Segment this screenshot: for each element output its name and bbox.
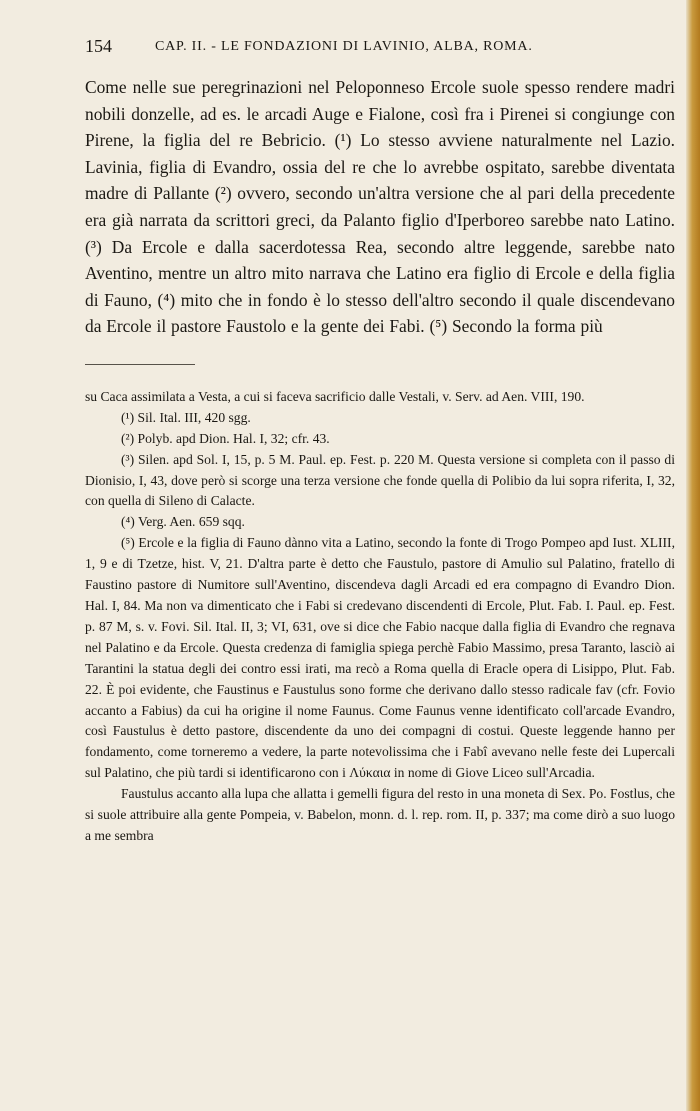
main-text — [85, 74, 675, 340]
footnote-2: (²) Polyb. apd Dion. Hal. I, 32; cfr. 43. — [121, 430, 330, 446]
footnote-5: (⁵) Ercole e la figlia di Fauno dànno vita a Latino, secondo la fonte di Trogo Pompeo apd Iust. XLIII, 1, 9 e di Tzetze, hist. V, 21. D'altra parte è detto che Faustulo, pastore di Amulio sul Palatino, fratello di Faustino pastore di Numitore sull'Aventino, discendeva dagli Arcadi ed era compagno di Evandro Dion. Hal. I, 84. Ma non va dimenticato che i Fabi si credevano discendenti di Ercole, Plut. Fab. I. Paul. ep. Fest. p. 87 M, s. v. Fovi. Sil. Ital. II, 3; VI, 631, ove si dice che Fabio nacque dalla figlia di Evandro che regnava nel Palatino e da Ercole. Questa credenza di famiglia spiega perchè Fabio Massimo, presa Taranto, lasciò ai Tarantini la statua degli dei contro essi irati, ma recò a Roma quella di Eracle opera di Lisippo, Plut. Fab. 22. È poi evidente, che Faustinus e Faustulus sono forme che derivano dallo stesso radicale fav (cfr. Fovio accanto a Fabius) da cui ha origine il nome Faunus. Come Faunus venne identificato coll'arcade Evandro, così Faustulus è detto pastore, discendente da uno dei compagni di costui. Queste leggende hanno per fondamento, come torneremo a vedere, la parte notevolissima che i Fabî avevano nelle feste dei Lupercali sul Palatino, che più tardi si identificarono con i Λύκαια in nome di Giove Liceo sull'Arcadia. — [85, 535, 675, 781]
running-title: CAP. II. - LE FONDAZIONI DI LAVINIO, ALBA, ROMA. — [155, 39, 533, 54]
page-number: 154 — [85, 36, 112, 56]
footnote-divider — [85, 364, 195, 365]
footnote-5-continued: Faustulus accanto alla lupa che allatta i gemelli figura del resto in una moneta di Sex. Po. Fostlus, che si suole attribuire alla gente Pompeia, v. Babelon, monn. d. l. rep. rom. II, p. 337; ma come dirò a suo luogo a me sembra — [85, 786, 675, 843]
footnote-1: (¹) Sil. Ital. III, 420 sgg. — [121, 409, 251, 425]
footnotes — [85, 387, 675, 847]
footnote-3: (³) Silen. apd Sol. I, 15, p. 5 M. Paul. ep. Fest. p. 220 M. Questa versione si completa con il passo di Dionisio, I, 43, dove però si scorge una terza versione che fonde quella di Polibio da lui sopra riferita, I, 32, con quella di Sileno di Calacte. — [85, 451, 675, 509]
footnote-4: (⁴) Verg. Aen. 659 sqq. — [121, 514, 245, 530]
page-edge — [686, 0, 700, 1111]
page — [85, 36, 675, 847]
main-paragraph: Come nelle sue peregrinazioni nel Peloponneso Ercole suole spesso rendere madri nobili donzelle, ad es. le arcadi Auge e Fialone, così fra i Pirenei si congiunge con Pirene, la figlia del re Bebricio. (¹) Lo stesso avviene naturalmente nel Lazio. Lavinia, figlia di Evandro, ossia del re che lo avrebbe ospitato, sarebbe diventata madre di Pallante (²) ovvero, secondo un'altra versione che al pari della precedente era già narrata da scrittori greci, da Palanto figlio d'Iperboreo sarebbe nato Latino. (³) Da Ercole e dalla sacerdotessa Rea, secondo altre leggende, sarebbe nato Aventino, mentre un altro mito narrava che Latino era figlio di Ercole e della figlia di Fauno, (⁴) mito che in fondo è lo stesso dell'altro secondo il quale discendevano da Ercole il pastore Faustolo e la gente dei Fabi. (⁵) Secondo la forma più — [85, 77, 675, 337]
footnote-continuation: su Caca assimilata a Vesta, a cui si faceva sacrificio dalle Vestali, v. Serv. ad Aen. VIII, 190. — [85, 388, 585, 404]
running-head — [85, 36, 675, 62]
